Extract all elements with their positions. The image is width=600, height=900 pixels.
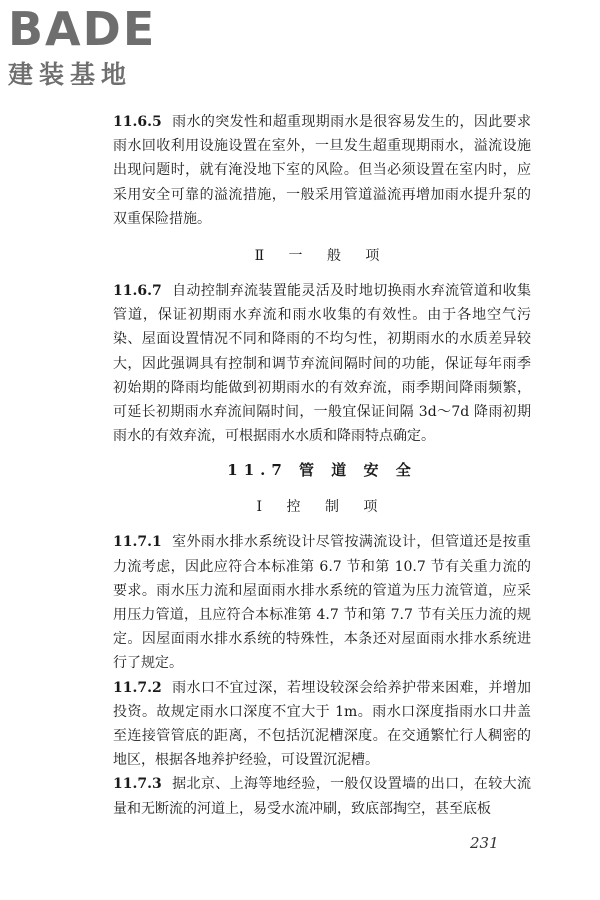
- clause-number: 11.6.7: [113, 283, 162, 300]
- clause-text: 室外雨水排水系统设计尽管按满流设计，但管道还是按重力流考虑，因此应符合本标准第 6.7 节和第 10.7 节有关重力流的要求。雨水压力流和屋面雨水排水系统的管道为压力流管道，应采用压力管道，且应符合本标准第 4.7 节和第 7.7 节有关压力流的规定。因屋面雨水排水系统的特殊性，本条还对屋面雨水排水系统进行了规定。: [113, 534, 531, 672]
- page-content: [113, 110, 531, 821]
- clause-11-6-7: [113, 279, 531, 448]
- subheading-control-items: Ⅰ 控 制 项: [256, 499, 388, 516]
- page-number: 231: [470, 834, 499, 852]
- clause-11-7-2: [113, 676, 531, 773]
- logo-wordmark: BADE: [8, 2, 157, 56]
- bade-logo: [8, 4, 178, 90]
- clause-11-7-3: [113, 772, 531, 820]
- clause-number: 11.7.2: [113, 679, 162, 696]
- logo-subtitle: 建装基地: [8, 60, 133, 89]
- clause-number: 11.7.1: [113, 534, 162, 551]
- clause-11-7-1: [113, 530, 531, 675]
- clause-text: 雨水的突发性和超重现期雨水是很容易发生的，因此要求雨水回收利用设施设置在室外，一旦发生超重现期雨水，溢流设施出现问题时，就有淹没地下室的风险。但当必须设置在室内时，应采用安全可靠的溢流措施，一般采用管道溢流再增加雨水提升泵的双重保险措施。: [113, 114, 531, 227]
- clause-text: 自动控制弃流装置能灵活及时地切换雨水弃流管道和收集管道，保证初期雨水弃流和雨水收集的有效性。由于各地空气污染、屋面设置情况不同和降雨的不均匀性，初期雨水的水质差异较大，因此强调具有控制和调节弃流间隔时间的功能，保证每年雨季初始期的降雨均能做到初期雨水的有效弃流，雨季期间降雨频繁，可延长初期雨水弃流间隔时间，一般宜保证间隔 3d～7d 降雨初期雨水的有效弃流，可根据雨水水质和降雨特点确定。: [113, 283, 531, 445]
- clause-text: 雨水口不宜过深，若埋设较深会给养护带来困难，并增加投资。故规定雨水口深度不宜大于 1m。雨水口深度指雨水口井盖至连接管管底的距离，不包括沉泥槽深度。在交通繁忙行人稠密的地区，根据各地养护经验，可设置沉泥槽。: [113, 679, 531, 769]
- clause-number: 11.6.5: [113, 114, 162, 130]
- section-title-pipe-safety: 11.7 管 道 安 全: [227, 461, 417, 480]
- subheading-general-items: Ⅱ 一 般 项: [254, 248, 390, 265]
- clause-text: 据北京、上海等地经验，一般仅设置墙的出口，在较大流量和无断流的河道上，易受水流冲刷，致底部掏空，甚至底板: [113, 776, 531, 817]
- clause-number: 11.7.3: [113, 776, 162, 793]
- clause-11-6-5: [113, 110, 531, 231]
